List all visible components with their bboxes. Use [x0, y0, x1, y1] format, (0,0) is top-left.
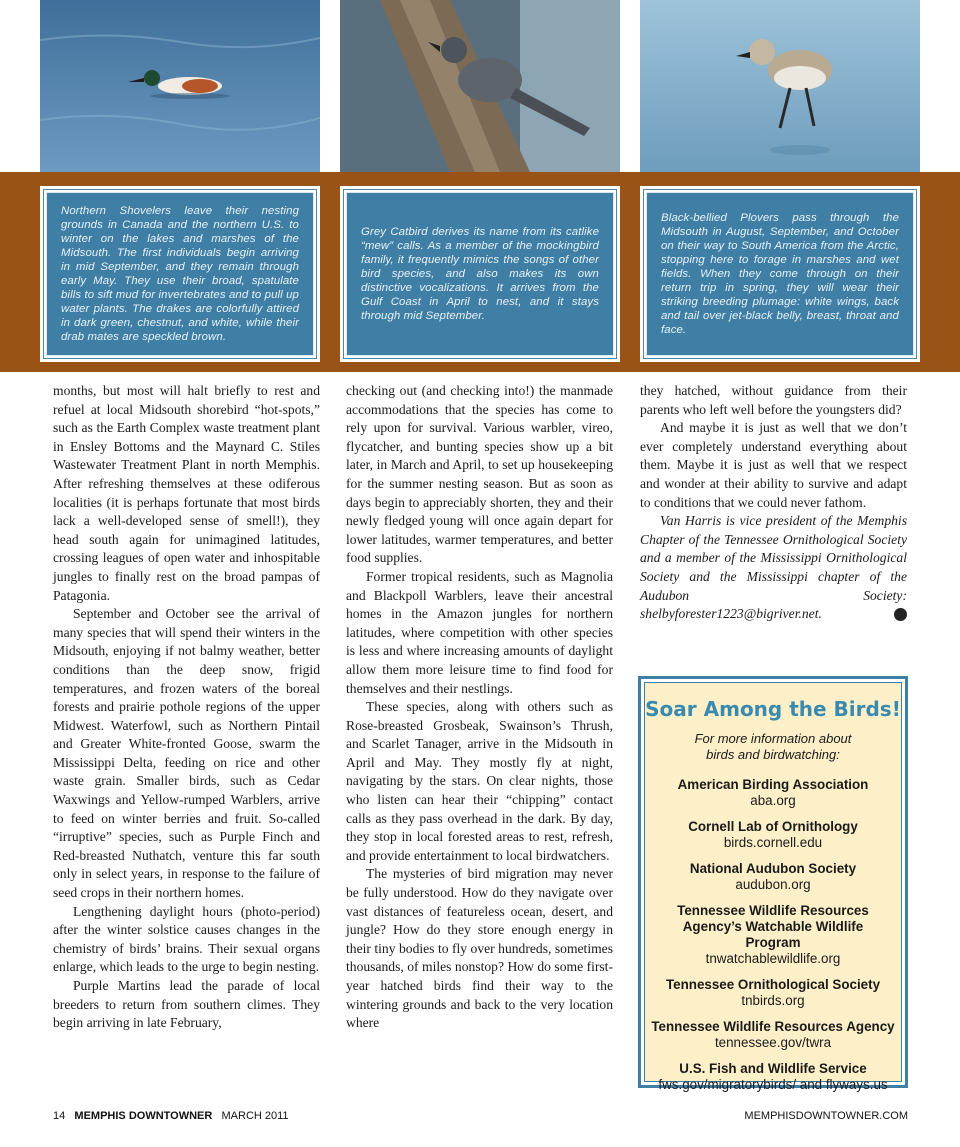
resource-item	[645, 861, 901, 893]
sidebar-intro	[645, 731, 901, 763]
resource-name: U.S. Fish and Wildlife Service	[679, 1061, 867, 1076]
resource-item	[645, 1019, 901, 1051]
resource-link[interactable]: tnwatchablewildlife.org	[705, 951, 841, 966]
article-column-1	[53, 382, 320, 1033]
paragraph: The mysteries of bird migration may never be fully understood. How do they navigate over vast distances of featureless ocean, desert, and jungle? How do they store enough energy in their tiny bodies to fly over hundreds, sometimes thousands, of miles nonstop? How do some first-year hatched birds find their way to the wintering grounds and back to the very location where	[346, 866, 613, 1031]
resource-link[interactable]: tennessee.gov/twra	[714, 1035, 832, 1050]
caption-plover: Black-bellied Plovers pass through the Midsouth in August, September, and October on their way to South America from the Arctic, stopping here to forage in marshes and wet fields. When they come through on their return trip in spring, they will wear their striking breeding plumage: white wings, back and tail over jet-black belly, breast, throat and face.	[661, 212, 899, 336]
paragraph: Purple Martins lead the parade of local breeders to return from southern climes. They begin arriving in late February,	[53, 978, 320, 1031]
issue-date: MARCH 2011	[221, 1110, 289, 1122]
article-column-2	[346, 382, 613, 1033]
paragraph: checking out (and checking into!) the manmade accommodations that the species has come to rely upon for survival. Various warbler, vireo, flycatcher, and bunting species show up a bit later, in March and April, to set up housekeeping for the summer nesting season. But as soon as days begin to appreciably shorten, they and their newly fledged young will once again depart for lower latitudes, warmer temperatures, and better food supplies.	[346, 383, 613, 566]
caption-catbird: Grey Catbird derives its name from its catlike “mew” calls. As a member of the mockingbird family, it frequently mimics the songs of other bird species, and also makes its own distinctive vocalizations. It arrives from the Gulf Coast in April to nest, and it stays through mid September.	[361, 226, 599, 322]
article-column-3	[640, 382, 927, 624]
footer-right	[744, 1110, 908, 1122]
caption-box-plover	[640, 186, 920, 362]
resource-link[interactable]: tnbirds.org	[741, 993, 805, 1008]
resource-name: American Birding Association	[677, 777, 869, 792]
resource-item	[645, 1061, 901, 1093]
resource-link[interactable]: fws.gov/migratorybirds/ and flyways.us	[658, 1077, 888, 1092]
resource-item	[645, 977, 901, 1009]
page-number: 14	[53, 1110, 66, 1122]
resource-link[interactable]: audubon.org	[735, 877, 811, 892]
caption-shoveler: Northern Shovelers leave their nesting grounds in Canada and the northern U.S. to winter on the lakes and marshes of the Midsouth. The first individuals begin arriving in mid September, and they remain through early May. They use their broad, spatulate bills to sift mud for invertebrates and to pull up water plants. The drakes are colorfully attired in dark green, chestnut, and white, while their drab mates are speckled brown.	[61, 205, 299, 343]
resource-name: National Audubon Society	[689, 861, 857, 876]
resource-item	[645, 903, 901, 967]
author-bio-text: Van Harris is vice president of the Memphis Chapter of the Tennessee Ornithological Society and a member of the Mississippi Ornithological Society and the Mississippi chapter of the Audubon Society: shelbyforester1223@bigriver.net.	[640, 513, 907, 622]
sidebar-intro-line: For more information about	[694, 731, 852, 746]
sidebar-intro-line: birds and birdwatching:	[706, 747, 840, 762]
resources-sidebar	[638, 676, 908, 1092]
paragraph: months, but most will halt briefly to rest and refuel at local Midsouth shorebird “hot-spots,” such as the Earth Complex waste treatment plant in Ensley Bottoms and the Maynard C. Stiles Wastewater Treatment Plant in north Memphis. After refreshing themselves at these odiferous localities (it is perhaps fortunate that most birds lack a well-developed sense of smell!), they head south again for unimagined latitudes, crossing leagues of open water and inhospitable jungles to finally rest on the broad pampas of Patagonia.	[53, 383, 320, 603]
author-bio	[640, 512, 927, 624]
resource-name: Tennessee Wildlife Resources Agency’s Watchable Wildlife Program	[677, 903, 869, 950]
resource-item	[645, 819, 901, 851]
photo-grey-catbird	[340, 0, 620, 172]
paragraph: Lengthening daylight hours (photo-period) after the winter solstice causes changes in the chemistry of birds’ brains. Their sexual organs enlarge, which leads to the urge to begin nesting.	[53, 903, 320, 975]
paragraph: And maybe it is just as well that we don’t ever completely understand everything about them. Maybe it is just as well that we respect and wonder at their ability to survive and adapt to conditions that we could never fathom.	[640, 420, 907, 510]
paragraph: Former tropical residents, such as Magnolia and Blackpoll Warblers, leave their ancestral homes in the Amazon jungles for northern latitudes, where competition with other species is less and where increasing amounts of daylight allow them more leisure time to find food for themselves and their nestlings.	[346, 568, 613, 696]
paragraph: September and October see the arrival of many species that will spend their winters in the Midsouth, enjoying if not balmy weather, better conditions than the deep snow, frigid temperatures, and frozen waters of the boreal forests and prairie pothole regions of the upper Midwest. Waterfowl, such as Northern Pintail and Greater White-fronted Goose, swarm the Mississippi Delta, feeding on rice and other waste grain. Smaller birds, such as Cedar Waxwings and Yellow-rumped Warblers, arrive to feed on winter berries and fruit. So-called “irruptive” species, such as Purple Finch and Red-breasted Nuthatch, venture this far south only in select years, in response to the failure of seed crops in their northern homes.	[53, 606, 320, 901]
resource-name: Tennessee Wildlife Resources Agency	[651, 1019, 895, 1034]
caption-box-catbird	[340, 186, 620, 362]
photo-northern-shoveler	[40, 0, 320, 172]
resource-item	[645, 777, 901, 809]
footer-left	[53, 1110, 289, 1122]
paragraph: These species, along with others such as Rose-breasted Grosbeak, Swainson’s Thrush, and Scarlet Tanager, arrive in the Midsouth in April and May. They mostly fly at night, navigating by the stars. On clear nights, those who listen can hear their “chipping” contact calls as they pass overhead in the dark. By day, they stop in local forested areas to rest, refresh, and provide entertainment to local birdwatchers.	[346, 699, 613, 863]
paragraph: they hatched, without guidance from their parents who left well before the youngsters did?	[640, 383, 907, 417]
resource-name: Tennessee Ornithological Society	[665, 977, 881, 992]
publication-name: MEMPHIS DOWNTOWNER	[74, 1110, 213, 1122]
end-mark-icon: MD	[894, 608, 907, 621]
resource-link[interactable]: birds.cornell.edu	[723, 835, 823, 850]
caption-box-shoveler	[40, 186, 320, 362]
website-link[interactable]: MEMPHISDOWNTOWNER.COM	[744, 1110, 908, 1122]
resource-link[interactable]: aba.org	[750, 793, 796, 808]
photo-black-bellied-plover	[640, 0, 920, 172]
resource-name: Cornell Lab of Ornithology	[688, 819, 858, 834]
sidebar-title: Soar Among the Birds!	[645, 697, 901, 721]
